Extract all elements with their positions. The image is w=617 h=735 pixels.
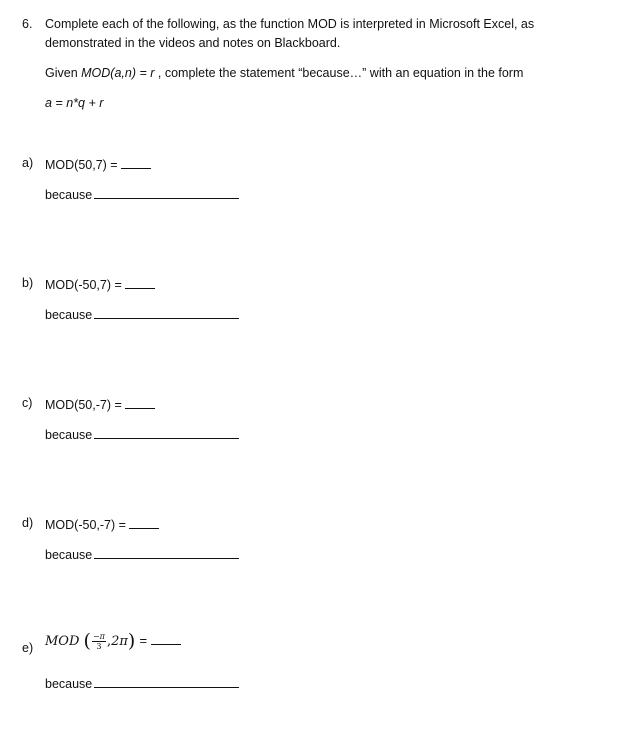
part-d-because-blank[interactable] bbox=[94, 546, 239, 559]
part-b-because-blank[interactable] bbox=[94, 306, 239, 319]
part-d-because-line bbox=[45, 546, 239, 562]
part-e-fraction-denominator: 3 bbox=[96, 642, 102, 651]
form-expression: a = n*q + r bbox=[45, 96, 104, 110]
part-d-because: because bbox=[45, 548, 93, 562]
part-a-because-line bbox=[45, 186, 239, 202]
part-b-label: b) bbox=[22, 276, 34, 290]
part-a-answer-blank[interactable] bbox=[121, 156, 151, 169]
part-a-expression: MOD(50,7) = bbox=[45, 158, 118, 172]
question-number: 6. bbox=[22, 17, 33, 31]
part-a-question bbox=[45, 156, 151, 172]
part-e-because: because bbox=[45, 677, 93, 691]
part-a-because: because bbox=[45, 188, 93, 202]
part-a-label: a) bbox=[22, 156, 34, 170]
given-statement bbox=[45, 66, 523, 80]
part-c-because: because bbox=[45, 428, 93, 442]
given-expression: MOD(a,n) = r bbox=[81, 66, 155, 80]
given-prefix: Given bbox=[45, 66, 82, 80]
question-intro-line1: Complete each of the following, as the function MOD is interpreted in Microsoft Excel, as bbox=[45, 17, 535, 31]
part-b-because: because bbox=[45, 308, 93, 322]
part-d-expression: MOD(-50,-7) = bbox=[45, 518, 126, 532]
part-c-because-line bbox=[45, 426, 239, 442]
part-d-label: d) bbox=[22, 516, 34, 530]
part-c-label: c) bbox=[22, 396, 33, 410]
close-paren: ) bbox=[127, 630, 136, 652]
part-e-mod-name: MOD bbox=[45, 634, 80, 649]
question-intro-line2: demonstrated in the videos and notes on Blackboard. bbox=[45, 36, 341, 50]
part-e-question bbox=[45, 632, 181, 651]
part-e-answer-blank[interactable] bbox=[151, 632, 181, 645]
part-e-second-arg: 2π bbox=[111, 634, 128, 649]
part-e-label: e) bbox=[22, 641, 34, 655]
part-e-fraction-numerator: −π bbox=[92, 632, 105, 641]
comma: , bbox=[106, 634, 112, 649]
part-c-answer-blank[interactable] bbox=[125, 396, 155, 409]
part-c-question bbox=[45, 396, 155, 412]
part-a-because-blank[interactable] bbox=[94, 186, 239, 199]
part-b-question bbox=[45, 276, 155, 292]
part-e-because-line bbox=[45, 675, 239, 691]
part-d-answer-blank[interactable] bbox=[129, 516, 159, 529]
open-paren: ( bbox=[83, 630, 91, 652]
part-e-equals: = bbox=[139, 633, 148, 648]
part-d-question bbox=[45, 516, 159, 532]
part-e-fraction bbox=[92, 632, 106, 651]
part-b-answer-blank[interactable] bbox=[125, 276, 155, 289]
part-c-expression: MOD(50,-7) = bbox=[45, 398, 122, 412]
given-suffix: , complete the statement “because…” with an equation in the form bbox=[154, 66, 524, 80]
part-c-because-blank[interactable] bbox=[94, 426, 239, 439]
part-e-because-blank[interactable] bbox=[94, 675, 239, 688]
part-b-expression: MOD(-50,7) = bbox=[45, 278, 122, 292]
part-b-because-line bbox=[45, 306, 239, 322]
